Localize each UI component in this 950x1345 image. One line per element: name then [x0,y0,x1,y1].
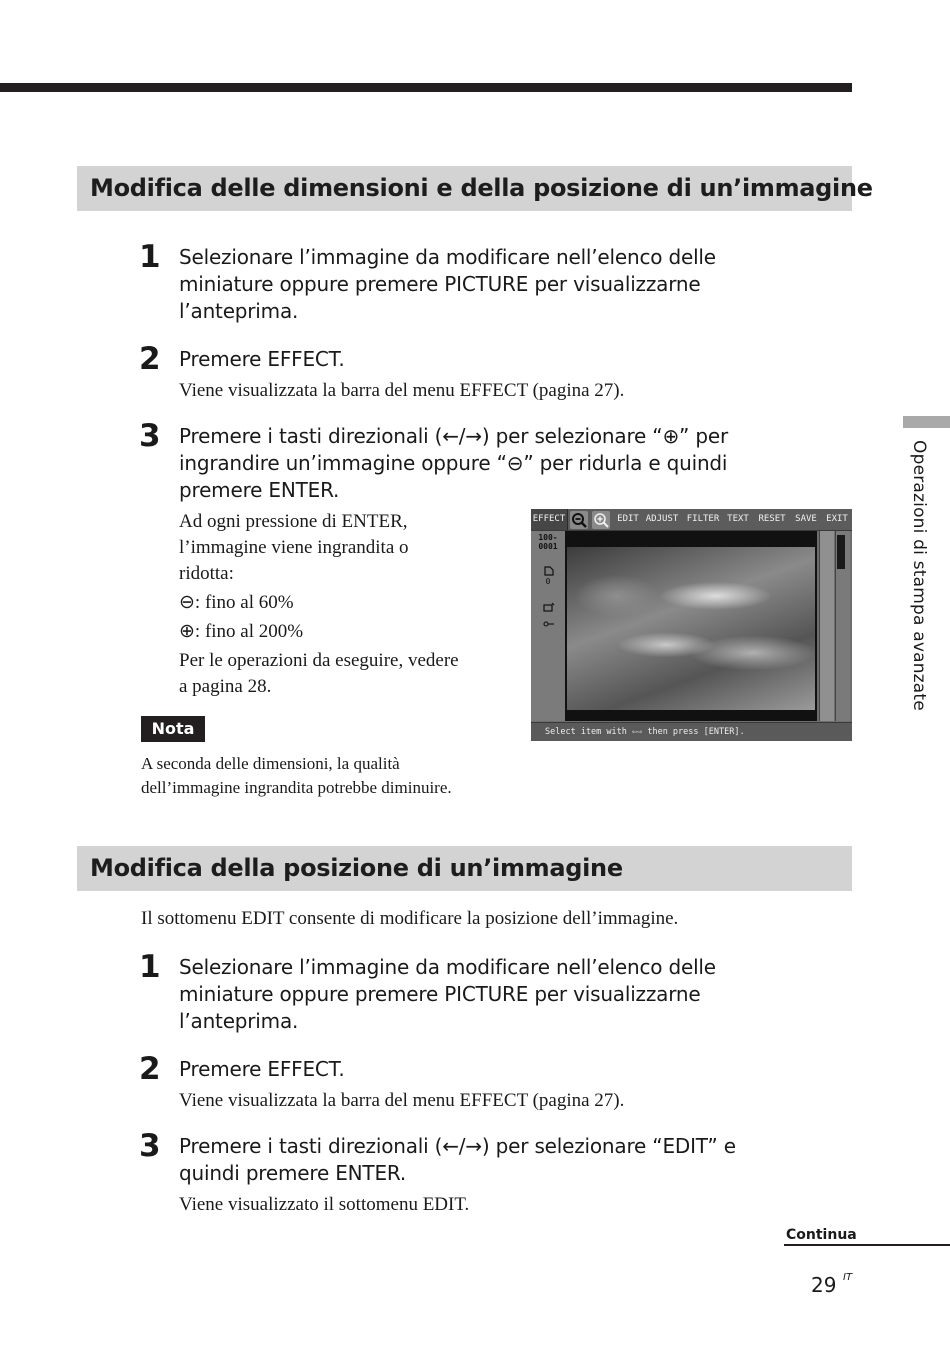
step-note: Viene visualizzata la barra del menu EFFECT (pagina 27). [179,380,625,401]
step-note: Viene visualizzato il sottomenu EDIT. [179,1194,470,1215]
step-text [179,954,819,1035]
step-line: Selezionare l’immagine da modificare nell’elenco delle [179,245,716,269]
step-line: premere ENTER. [179,478,340,502]
nota-line: A seconda delle dimensioni, la qualità [141,754,400,773]
nota-text [141,752,452,800]
step-number: 1 [139,949,161,985]
step-line: quindi premere ENTER. [179,1161,407,1185]
step-line: Selezionare l’immagine da modificare nell’elenco delle [179,955,716,979]
menu-save: SAVE [795,514,817,524]
image-id-line: 0001 [538,542,558,551]
section-intro: Il sottomenu EDIT consente di modificare la posizione dell’immagine. [141,908,679,929]
step-detail [179,509,459,700]
menu-edit: EDIT [617,514,639,524]
status-text: Select item with ⇦⇨ then press [ENTER]. [545,727,745,737]
screen-side-panel [531,531,566,721]
detail-line: Per le operazioni da eseguire, vedere [179,650,459,671]
page-number: 29 [811,1273,837,1297]
effect-menu-bar [531,509,852,531]
step-note: Viene visualizzata la barra del menu EFFECT (pagina 27). [179,1090,625,1111]
side-tab-marker [903,416,950,428]
step-text [179,346,819,373]
menu-exit: EXIT [826,514,848,524]
detail-line: ⊖: fino al 60% [179,592,294,613]
image-id [533,533,563,551]
photo-frame [565,531,817,721]
step-number: 1 [139,239,161,275]
step-text [179,1056,819,1083]
copy-count: 0 [545,577,551,586]
side-tab-label: Operazioni di stampa avanzate [909,440,929,711]
detail-line: ⊕: fino al 200% [179,621,304,642]
menu-adjust: ADJUST [645,514,679,524]
step-line: Premere i tasti direzionali (←/→) per selezionare “⊕” per [179,424,728,448]
continua-rule [784,1244,950,1246]
menu-effect: EFFECT [531,509,568,530]
section-heading: Modifica delle dimensioni e della posizione di un’immagine [77,166,852,211]
step-line: l’anteprima. [179,299,299,323]
key-icon [543,613,555,632]
zoom-in-icon [592,511,610,529]
step-line: miniature oppure premere PICTURE per visualizzarne [179,982,701,1006]
preview-photo [567,547,815,710]
detail-line: Ad ogni pressione di ENTER, [179,511,408,532]
menu-text: TEXT [727,514,749,524]
step-number: 3 [139,1128,161,1164]
status-bar [531,722,852,741]
step-line: Premere i tasti direzionali (←/→) per selezionare “EDIT” e [179,1134,736,1158]
step-line: Premere EFFECT. [179,347,345,371]
step-text [179,244,819,325]
step-line: ingrandire un’immagine oppure “⊖” per ridurla e quindi [179,451,728,475]
image-id-line: 100- [538,533,558,542]
zoom-out-icon [570,511,588,529]
top-rule [0,83,852,92]
continua-label: Continua [786,1227,857,1243]
page-language-suffix: IT [843,1272,853,1283]
step-number: 2 [139,341,161,377]
detail-line: l’immagine viene ingrandita o [179,537,409,558]
step-number: 3 [139,418,161,454]
menu-reset: RESET [758,514,786,524]
step-line: l’anteprima. [179,1009,299,1033]
nota-badge: Nota [141,716,205,742]
step-text [179,1133,819,1187]
step-line: Premere EFFECT. [179,1057,345,1081]
detail-line: a pagina 28. [179,676,272,697]
section-heading: Modifica della posizione di un’immagine [77,846,852,891]
menu-filter: FILTER [686,514,720,524]
scroll-track [819,531,834,721]
nota-line: dell’immagine ingrandita potrebbe diminuire. [141,778,452,797]
device-screenshot [531,509,852,741]
scroll-thumb [837,535,845,569]
step-line: miniature oppure premere PICTURE per visualizzarne [179,272,701,296]
step-text [179,423,819,504]
step-number: 2 [139,1051,161,1087]
detail-line: ridotta: [179,563,234,584]
